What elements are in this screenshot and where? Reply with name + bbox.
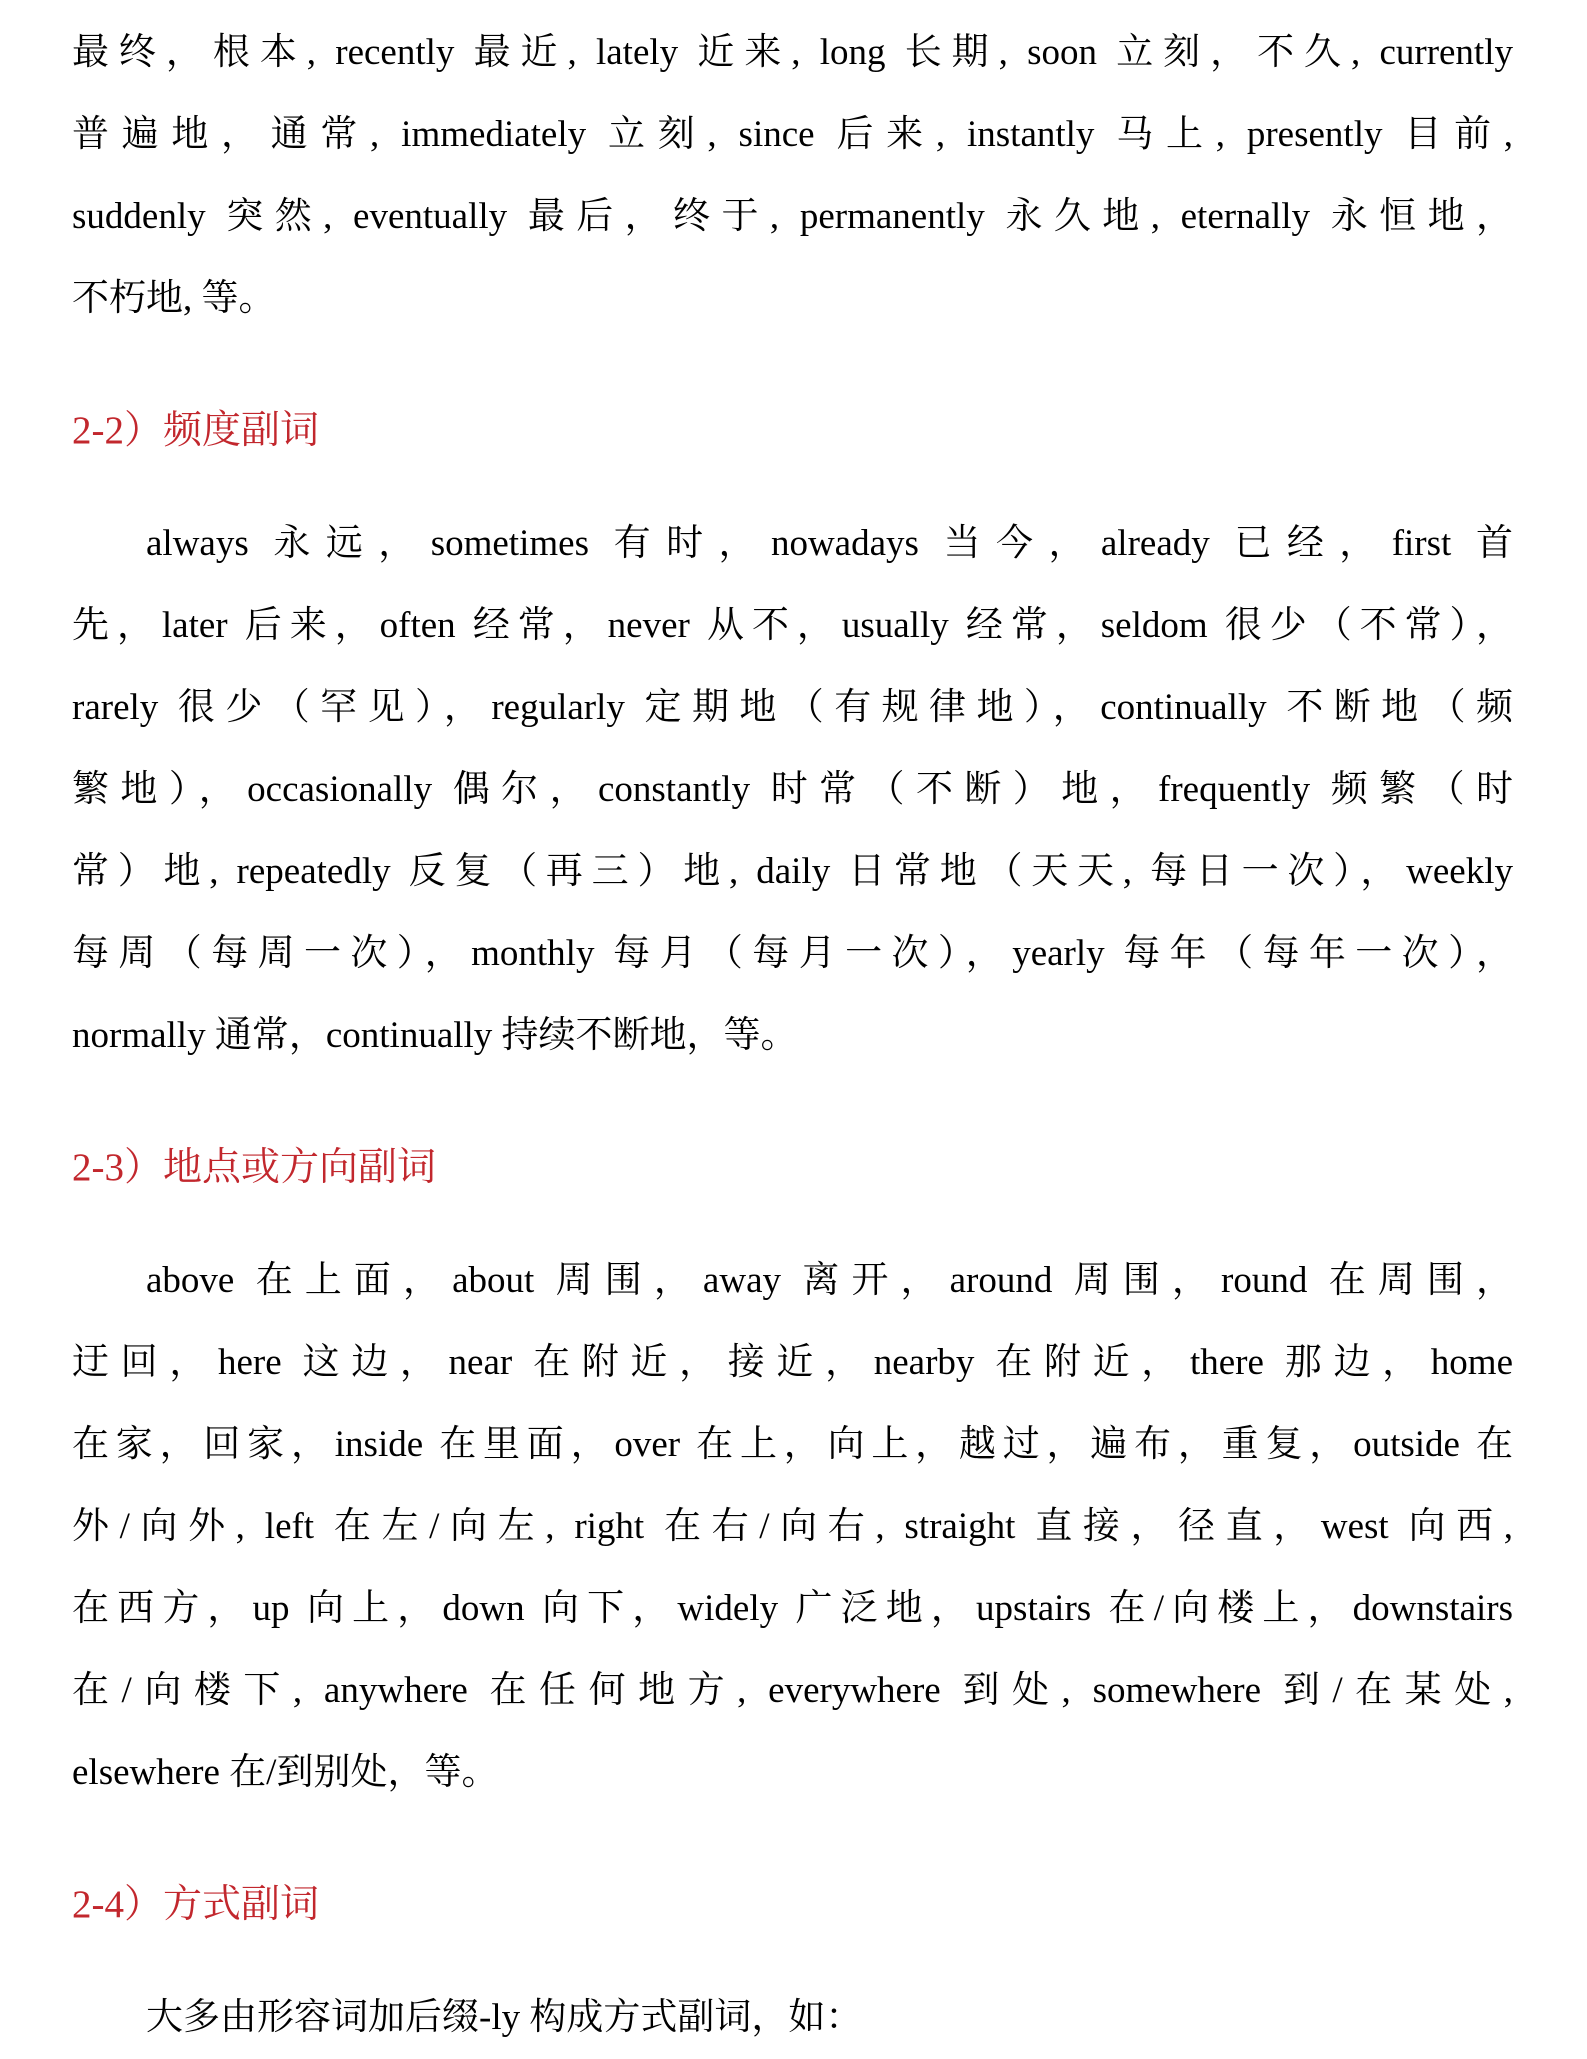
paragraph-frequency-adverbs: [72, 503, 1513, 1077]
text-line: 每周（每周一次），monthly 每月（每月一次），yearly 每年（每年一次），: [72, 933, 1513, 974]
text-line: 外/向外, left 在左/向左, right 在右/向右, straight 直接，径直，west 向西,: [72, 1506, 1513, 1547]
paragraph-place-direction-adverbs: [72, 1240, 1513, 1814]
text-line: normally 通常，continually 持续不断地，等。: [72, 1015, 798, 1056]
text-line: 不朽地, 等。: [72, 278, 276, 319]
text-line: 在/向楼下, anywhere 在任何地方, everywhere 到处, somewhere 到/在某处,: [72, 1670, 1513, 1711]
text-line: rarely 很少（罕见），regularly 定期地（有规律地），continually 不断地（频: [72, 687, 1513, 728]
paragraph-manner-adverbs-intro: [72, 1977, 1513, 2059]
text-line: 最终，根本, recently 最近, lately 近来, long 长期, soon 立刻，不久, currently: [72, 32, 1513, 73]
text-line: 大多由形容词加后缀-ly 构成方式副词，如：: [146, 1997, 863, 2038]
text-line: 先，later 后来，often 经常，never 从不，usually 经常，seldom 很少（不常），: [72, 605, 1513, 646]
text-line: 繁地），occasionally 偶尔，constantly 时常（不断）地，frequently 频繁（时: [72, 769, 1513, 810]
text-line: elsewhere 在/到别处，等。: [72, 1752, 499, 1793]
section-heading-place-direction-adverbs: 2-3）地点或方向副词: [72, 1146, 436, 1189]
text-line: 普遍地，通常, immediately 立刻, since 后来, instantly 马上, presently 目前,: [72, 114, 1513, 155]
text-line: 在西方，up 向上，down 向下，widely 广泛地，upstairs 在/向楼上，downstairs: [72, 1588, 1513, 1629]
paragraph-time-adverbs-continued: [72, 12, 1513, 340]
text-line: 迂回，here 这边，near 在附近，接近，nearby 在附近，there 那边，home: [72, 1342, 1513, 1383]
text-line: 在家，回家，inside 在里面，over 在上，向上，越过，遍布，重复，outside 在: [72, 1424, 1513, 1465]
text-line: suddenly 突然, eventually 最后，终于, permanently 永久地, eternally 永恒地，: [72, 196, 1513, 237]
text-line: above 在上面，about 周围，away 离开，around 周围，round 在周围，: [146, 1260, 1513, 1301]
text-line: always 永远，sometimes 有时，nowadays 当今，already 已经，first 首: [146, 523, 1513, 564]
section-heading-frequency-adverbs: 2-2）频度副词: [72, 409, 319, 452]
section-heading-manner-adverbs: 2-4）方式副词: [72, 1883, 319, 1926]
text-line: 常）地, repeatedly 反复（再三）地, daily 日常地（天天, 每日一次），weekly: [72, 851, 1513, 892]
